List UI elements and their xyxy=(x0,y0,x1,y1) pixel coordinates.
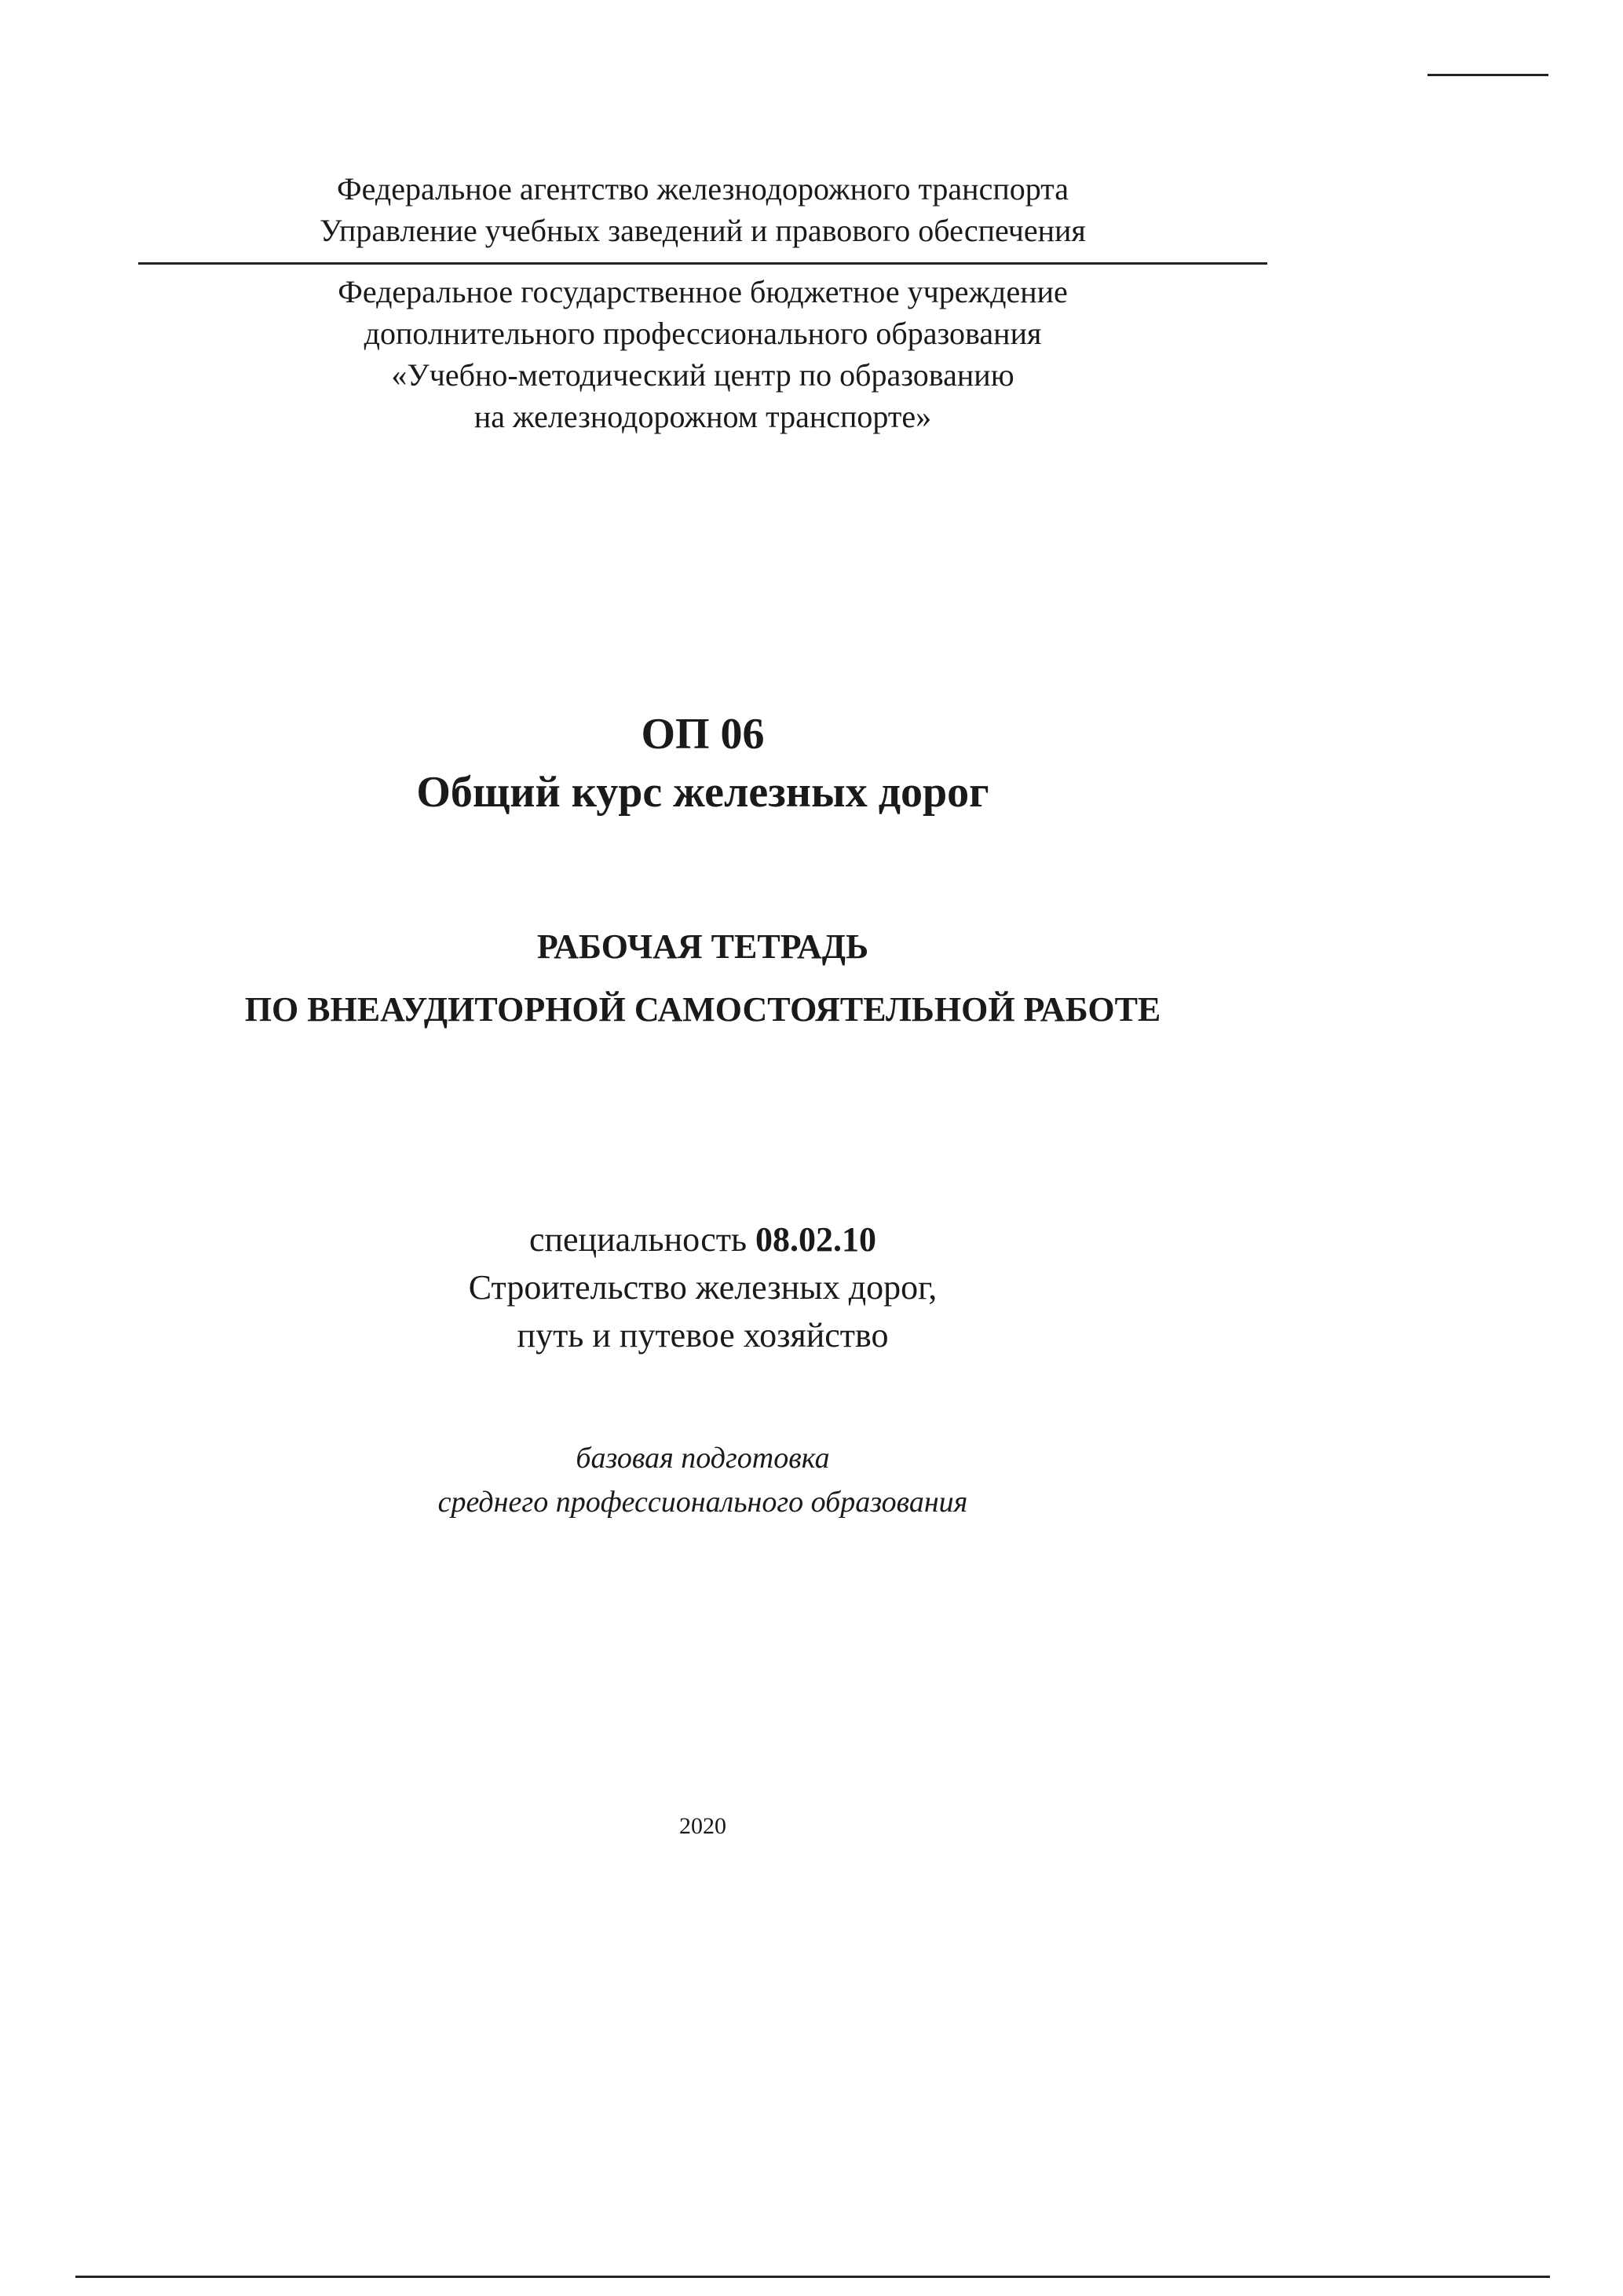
training-level xyxy=(0,1436,1406,1524)
course-name: Общий курс железных дорог xyxy=(416,768,989,817)
specialty-block xyxy=(0,1216,1406,1359)
workbook-title xyxy=(0,916,1406,1041)
specialty-label: специальность xyxy=(528,1220,748,1259)
top-right-rule xyxy=(1427,74,1548,76)
specialty-code: 08.02.10 xyxy=(755,1220,877,1259)
agency-name: Федеральное агентство железнодорожного транспорта xyxy=(337,171,1069,207)
workbook-title-line-2: ПО ВНЕАУДИТОРНОЙ САМОСТОЯТЕЛЬНОЙ РАБОТЕ xyxy=(244,990,1161,1029)
course-title-block xyxy=(0,705,1406,821)
bottom-rule xyxy=(75,2276,1550,2278)
institution-line-4: на железнодорожном транспорте» xyxy=(473,399,932,434)
course-code: ОП 06 xyxy=(641,710,765,759)
institution-line-1: Федеральное государственное бюджетное учреждение xyxy=(338,274,1068,309)
publication-year: 2020 xyxy=(679,1813,726,1839)
training-level-line-2: среднего профессионального образования xyxy=(437,1486,968,1519)
training-level-line-1: базовая подготовка xyxy=(576,1442,830,1475)
agency-department: Управление учебных заведений и правового обеспечения xyxy=(320,213,1086,248)
agency-header xyxy=(0,168,1406,251)
workbook-title-line-1: РАБОЧАЯ ТЕТРАДЬ xyxy=(536,927,869,966)
specialty-name-line-1: Строительство железных дорог, xyxy=(468,1268,938,1307)
specialty-name-line-2: путь и путевое хозяйство xyxy=(517,1316,889,1355)
institution-line-2: дополнительного профессионального образования xyxy=(364,316,1042,351)
institution-block xyxy=(0,271,1406,437)
specialty-code-line xyxy=(0,1216,1406,1263)
institution-line-3: «Учебно-методический центр по образованию xyxy=(391,357,1014,393)
header-divider xyxy=(138,262,1267,265)
